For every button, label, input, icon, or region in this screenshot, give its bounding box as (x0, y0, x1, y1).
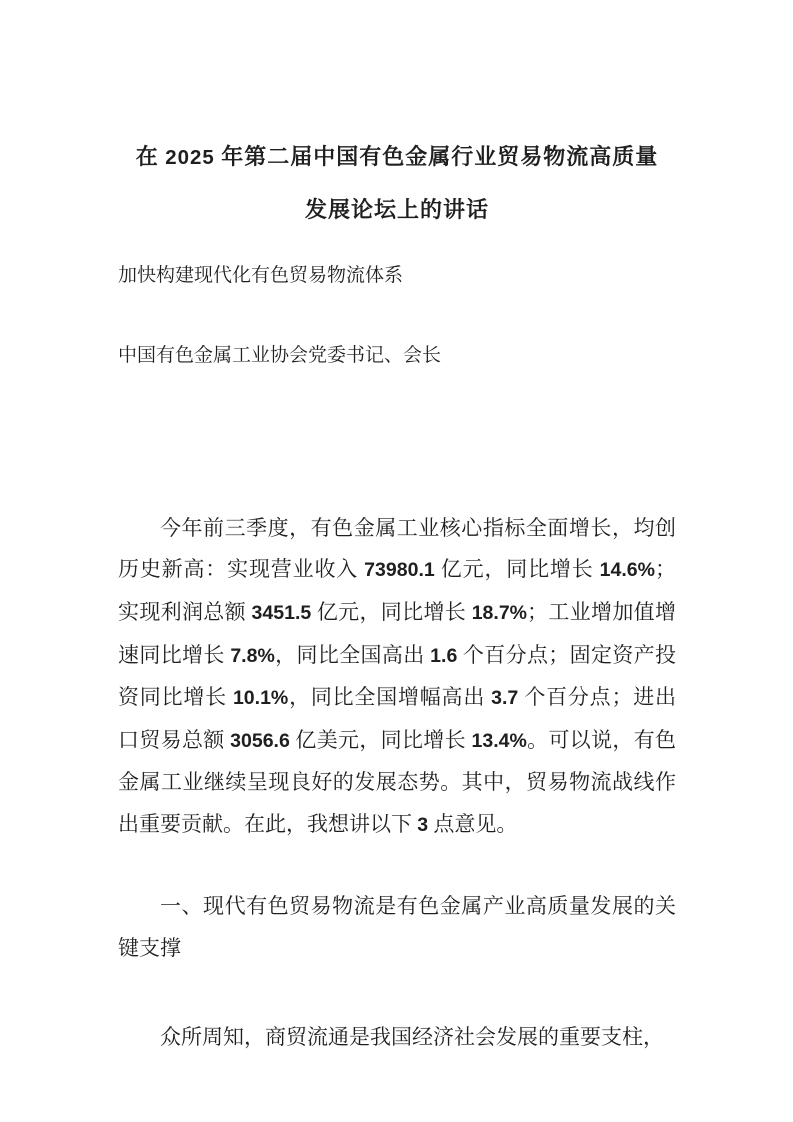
author-line: 中国有色金属工业协会党委书记、会长 (118, 344, 442, 366)
body-paragraph-1: 今年前三季度，有色金属工业核心指标全面增长，均创历史新高：实现营业收入 73980.1 亿元，同比增长 14.6%；实现利润总额 3451.5 亿元，同比增长 18.7%；工业增加值增速同比增长 7.8%，同比全国高出 1.6 个百分点；固定资产投资同比增长 10.1%，同比全国增幅高出 3.7 个百分点；进出口贸易总额 3056.6 亿美元，同比增长 13.4%。可以说，有色金属工业继续呈现良好的发展态势。其中，贸易物流战线作出重要贡献。在此，我想讲以下 3 点意见。 (118, 515, 677, 836)
document-title (118, 131, 676, 236)
document-title-line-2: 发展论坛上的讲话 (304, 196, 489, 222)
document-title-line-1: 在 2025 年第二届中国有色金属行业贸易物流高质量 (135, 143, 659, 169)
body-paragraph-2: 众所周知，商贸流通是我国经济社会发展的重要支柱， (160, 1024, 664, 1049)
section-heading-1: 一、现代有色贸易物流是有色金属产业高质量发展的关键支撑 (118, 894, 676, 961)
document-subtitle: 加快构建现代化有色贸易物流体系 (118, 264, 404, 286)
